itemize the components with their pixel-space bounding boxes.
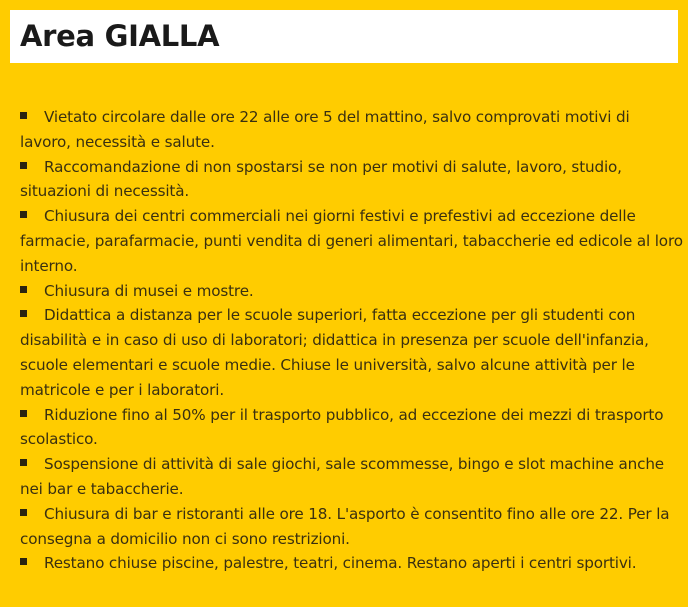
- list-item: [20, 452, 684, 502]
- square-bullet-icon: [20, 410, 27, 417]
- rule-text: Restano chiuse piscine, palestre, teatri, cinema. Restano aperti i centri sportivi.: [44, 554, 637, 573]
- list-item: [20, 303, 684, 402]
- square-bullet-icon: [20, 112, 27, 119]
- list-item: [20, 551, 684, 576]
- rule-text: Raccomandazione di non spostarsi se non per motivi di salute, lavoro, studio, situazioni di necessità.: [20, 157, 622, 201]
- page-title: Area GIALLA: [20, 19, 220, 53]
- square-bullet-icon: [20, 286, 27, 293]
- square-bullet-icon: [20, 509, 27, 516]
- rule-text: Riduzione fino al 50% per il trasporto pubblico, ad eccezione dei mezzi di trasporto scolastico.: [20, 405, 664, 449]
- square-bullet-icon: [20, 558, 27, 565]
- rule-text: Chiusura di bar e ristoranti alle ore 18. L'asporto è consentito fino alle ore 22. Per la consegna a domicilio non ci sono restrizioni.: [20, 504, 670, 548]
- square-bullet-icon: [20, 211, 27, 218]
- rule-text: Chiusura di musei e mostre.: [44, 281, 254, 300]
- rules-list: [20, 105, 684, 576]
- square-bullet-icon: [20, 459, 27, 466]
- title-box: [10, 10, 678, 63]
- list-item: [20, 403, 684, 453]
- square-bullet-icon: [20, 162, 27, 169]
- list-item: [20, 279, 684, 304]
- rule-text: Didattica a distanza per le scuole superiori, fatta eccezione per gli studenti con disabilità e in caso di uso di laboratori; didattica in presenza per scuole dell'infanzia, scuole elementari e scuole medie. Chiuse le università, salvo alcune attività per le matricole e per i laboratori.: [20, 306, 649, 399]
- rule-text: Vietato circolare dalle ore 22 alle ore 5 del mattino, salvo comprovati motivi di lavoro, necessità e salute.: [20, 108, 630, 151]
- rule-text: Sospensione di attività di sale giochi, sale scommesse, bingo e slot machine anche nei bar e tabaccherie.: [20, 455, 664, 498]
- square-bullet-icon: [20, 310, 27, 317]
- list-item: [20, 502, 684, 552]
- list-item: [20, 105, 684, 155]
- rule-text: Chiusura dei centri commerciali nei giorni festivi e prefestivi ad eccezione delle farmacie, parafarmacie, punti vendita di generi alimentari, tabaccherie ed edicole al loro interno.: [20, 207, 683, 275]
- list-item: [20, 204, 684, 278]
- list-item: [20, 155, 684, 205]
